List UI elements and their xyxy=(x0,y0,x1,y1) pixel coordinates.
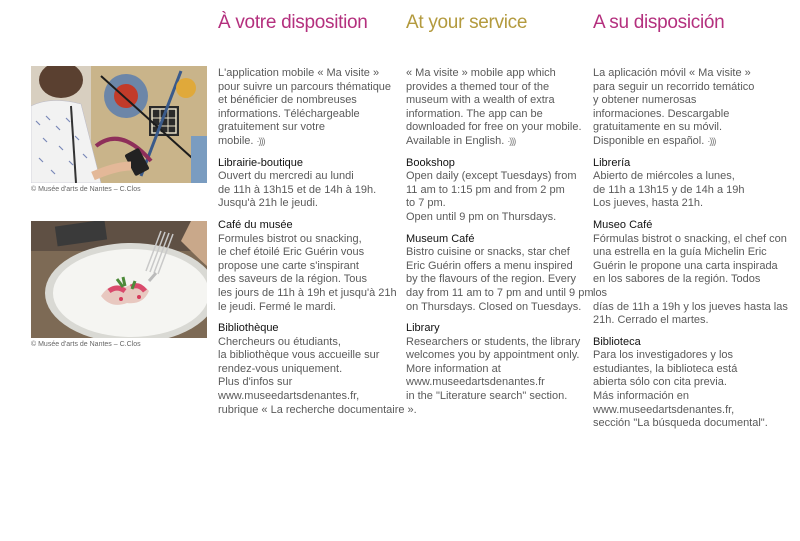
section-library-en xyxy=(406,322,586,404)
text-line: et bénéficier de nombreuses xyxy=(218,94,357,107)
text-fragment: mobile. xyxy=(218,134,254,147)
section-app-es xyxy=(593,67,773,149)
text-line: Plus d'infos sur xyxy=(218,376,293,389)
text-line: www.museedartsdenantes.fr, xyxy=(593,403,735,416)
text-line: propose une carte s'inspirant xyxy=(218,259,359,272)
text-line: la bibliothèque vous accueille sur xyxy=(218,349,380,362)
section-title: Café du musée xyxy=(218,218,293,231)
audio-wave-icon: ·))) xyxy=(256,135,265,146)
text-line: abierta sólo con cita previa. xyxy=(593,376,727,389)
text-line: Researchers or students, the library xyxy=(406,335,581,348)
column-english xyxy=(406,12,594,412)
text-line: Bistro cuisine or snacks, star chef xyxy=(406,246,570,259)
section-title: Bookshop xyxy=(406,156,455,169)
text-line: y obtener numerosas xyxy=(593,94,697,107)
text-fragment: Available in English. xyxy=(406,134,505,147)
text-line xyxy=(593,135,773,149)
text-line: Formules bistrot ou snacking, xyxy=(218,232,362,245)
text-line: des saveurs de la région. Tous xyxy=(218,273,367,286)
text-line: de 11h a 13h15 y de 14h a 19h xyxy=(593,183,745,196)
text-line: sección "La búsqueda documental". xyxy=(593,417,768,430)
text-line: gratuitement sur votre xyxy=(218,121,325,134)
text-line: provides a themed tour of the xyxy=(406,80,550,93)
text-line: Jusqu'à 21h le jeudi. xyxy=(218,197,318,210)
text-line: L'application mobile « Ma visite » xyxy=(218,67,380,79)
column-french xyxy=(218,12,417,425)
section-shop-fr xyxy=(218,157,398,211)
photo-credit-1: © Musée d'arts de Nantes – C.Clos xyxy=(31,186,141,193)
section-title: Librería xyxy=(593,156,631,169)
text-line: días de 11h a 19h y los jueves hasta las xyxy=(593,300,788,313)
text-line: museum with a wealth of extra xyxy=(406,94,555,107)
text-line: Eric Guérin offers a menu inspired xyxy=(406,259,573,272)
text-line: day from 11 am to 7 pm and until 9 pm xyxy=(406,286,594,299)
text-line: rubrique « La recherche documentaire ». xyxy=(218,403,417,416)
heading-french: À votre disposition xyxy=(218,12,368,33)
section-title: Bibliothèque xyxy=(218,322,279,335)
text-line: pour suivre un parcours thématique xyxy=(218,80,392,93)
photo-museum-cafe xyxy=(31,221,207,338)
heading-english: At your service xyxy=(406,12,528,33)
text-line: to 7 pm. xyxy=(406,197,446,210)
text-line: Open until 9 pm on Thursdays. xyxy=(406,210,557,223)
section-title: Museum Café xyxy=(406,232,475,245)
section-cafe-fr xyxy=(218,219,398,314)
section-title: Museo Café xyxy=(593,218,653,231)
text-line: para seguir un recorrido temático xyxy=(593,80,755,93)
text-line: Ouvert du mercredi au lundi xyxy=(218,170,354,183)
text-line: La aplicación móvil « Ma visite » xyxy=(593,67,751,79)
text-line: in the "Literature search" section. xyxy=(406,390,568,403)
section-title: Librairie-boutique xyxy=(218,156,303,169)
text-line: welcomes you by appointment only. xyxy=(406,349,580,362)
text-line: gratuitamente en su móvil. xyxy=(593,121,723,134)
text-line: informations. Téléchargeable xyxy=(218,107,360,120)
text-fragment: Disponible en español. xyxy=(593,134,705,147)
text-line: information. The app can be xyxy=(406,107,543,120)
dish-image xyxy=(31,221,207,338)
text-line xyxy=(406,135,586,149)
section-app-fr xyxy=(218,67,398,149)
text-line: una estrella en la guía Michelin Eric xyxy=(593,246,767,259)
text-line: www.museedartsdenantes.fr, xyxy=(218,390,360,403)
section-shop-en xyxy=(406,157,586,225)
text-line: Abierto de miércoles a lunes, xyxy=(593,170,735,183)
audio-wave-icon: ·))) xyxy=(707,135,716,146)
text-line: downloaded for free on your mobile. xyxy=(406,121,582,134)
text-line: www.museedartsdenantes.fr xyxy=(406,376,545,389)
text-line: Open daily (except Tuesdays) from xyxy=(406,170,577,183)
text-line xyxy=(218,135,398,149)
section-library-es xyxy=(593,336,773,431)
text-line: rendez-vous uniquement. xyxy=(218,362,343,375)
section-cafe-es xyxy=(593,218,788,328)
section-cafe-en xyxy=(406,232,594,315)
section-app-en xyxy=(406,67,586,149)
text-line: en los sabores de la región. Todos los xyxy=(593,273,761,299)
text-line: Más información en xyxy=(593,390,689,403)
text-line: informaciones. Descargable xyxy=(593,107,730,120)
heading-spanish: A su disposición xyxy=(593,12,725,33)
column-spanish xyxy=(593,12,788,439)
text-line: les jours de 11h à 19h et jusqu'à 21h xyxy=(218,286,397,299)
text-line: Guérin le propone una carta inspirada xyxy=(593,259,778,272)
text-line: le chef étoilé Eric Guérin vous xyxy=(218,246,365,259)
text-line: Fórmulas bistrot o snacking, el chef con xyxy=(593,232,787,245)
text-line: More information at xyxy=(406,362,501,375)
text-line: 21h. Cerrado el martes. xyxy=(593,314,709,327)
text-line: Para los investigadores y los xyxy=(593,349,734,362)
section-shop-es xyxy=(593,157,773,211)
text-line: de 11h à 13h15 et de 14h à 19h. xyxy=(218,183,377,196)
text-line: Los jueves, hasta 21h. xyxy=(593,197,704,210)
text-line: 11 am to 1:15 pm and from 2 pm xyxy=(406,183,565,196)
text-line: estudiantes, la biblioteca está xyxy=(593,362,738,375)
text-line: by the flavours of the region. Every xyxy=(406,273,576,286)
text-line: on Thursdays. Closed on Tuesdays. xyxy=(406,300,582,313)
section-library-fr xyxy=(218,322,417,417)
section-title: Library xyxy=(406,322,440,335)
text-line: le jeudi. Fermé le mardi. xyxy=(218,300,336,313)
photo-museum-app xyxy=(31,66,207,183)
text-line: Chercheurs ou étudiants, xyxy=(218,335,341,348)
text-line: « Ma visite » mobile app which xyxy=(406,67,556,79)
audio-wave-icon: ·))) xyxy=(507,135,516,146)
painting-visitor-image xyxy=(31,66,207,183)
section-title: Biblioteca xyxy=(593,335,641,348)
photo-credit-2: © Musée d'arts de Nantes – C.Clos xyxy=(31,341,141,348)
